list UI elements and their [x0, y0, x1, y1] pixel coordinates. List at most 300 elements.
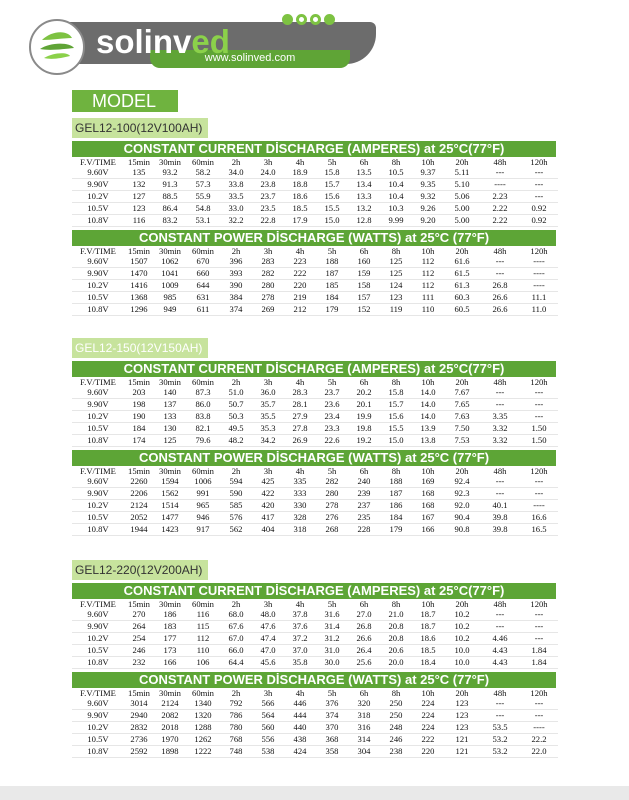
value-cell: 53.5 — [480, 722, 520, 734]
value-cell: 168 — [412, 488, 444, 500]
value-cell: 3.35 — [480, 411, 520, 423]
value-cell: 10.5 — [380, 167, 412, 179]
value-cell: 792 — [220, 698, 252, 710]
column-header: 10h — [421, 466, 435, 476]
value-cell: 670 — [186, 256, 220, 268]
value-cell: 949 — [154, 304, 186, 316]
value-cell: 18.8 — [284, 179, 316, 191]
dot-icon — [324, 14, 335, 25]
value-cell: 316 — [348, 722, 380, 734]
column-header: 3h — [263, 377, 273, 387]
value-cell: 111 — [412, 292, 444, 304]
column-header: 5h — [327, 246, 337, 256]
value-cell: 18.6 — [284, 191, 316, 203]
value-cell: 36.0 — [252, 387, 284, 399]
value-cell: 13.2 — [348, 203, 380, 215]
column-header: 8h — [391, 157, 401, 167]
column-header: 5h — [327, 688, 337, 698]
value-cell: 173 — [154, 645, 186, 657]
value-cell: 239 — [348, 488, 380, 500]
value-cell: 1.84 — [520, 657, 558, 669]
value-cell: 28.1 — [284, 399, 316, 411]
value-cell: 169 — [412, 476, 444, 488]
table-row — [72, 304, 558, 316]
column-header: 2h — [231, 157, 241, 167]
value-cell: 92.3 — [444, 488, 480, 500]
value-cell: 374 — [220, 304, 252, 316]
column-header: 6h — [359, 157, 369, 167]
value-cell: 1470 — [124, 268, 154, 280]
column-header: 15min — [128, 688, 150, 698]
power-discharge-table — [72, 246, 558, 316]
voltage-cell: 10.2V — [72, 633, 124, 645]
value-cell: 228 — [348, 524, 380, 536]
column-header: 60min — [192, 246, 214, 256]
voltage-cell: 10.8V — [72, 746, 124, 758]
value-cell: 158 — [348, 280, 380, 292]
column-header: 48h — [493, 377, 507, 387]
column-header: 10h — [421, 599, 435, 609]
column-header: F.V/TIME — [80, 466, 116, 476]
value-cell: 224 — [412, 698, 444, 710]
value-cell: 26.6 — [348, 633, 380, 645]
column-header: 3h — [263, 246, 273, 256]
current-discharge-table — [72, 377, 558, 447]
value-cell: 19.2 — [348, 435, 380, 447]
value-cell: 82.1 — [186, 423, 220, 435]
voltage-cell: 9.60V — [72, 609, 124, 621]
value-cell: 1594 — [154, 476, 186, 488]
voltage-cell: 10.5V — [72, 292, 124, 304]
value-cell: 47.6 — [252, 621, 284, 633]
value-cell: 188 — [380, 476, 412, 488]
value-cell: 32.2 — [220, 215, 252, 227]
value-cell: 188 — [316, 256, 348, 268]
table-row — [72, 292, 558, 304]
value-cell: ---- — [480, 179, 520, 191]
value-cell: 33.0 — [220, 203, 252, 215]
website-url[interactable]: www.solinved.com — [204, 52, 296, 64]
value-cell: --- — [480, 167, 520, 179]
value-cell: 11.0 — [520, 304, 558, 316]
column-header: 5h — [327, 599, 337, 609]
value-cell: 16.6 — [520, 512, 558, 524]
column-header: 15min — [128, 246, 150, 256]
current-discharge-table — [72, 599, 558, 669]
value-cell: 276 — [316, 512, 348, 524]
column-header: 15min — [128, 466, 150, 476]
value-cell: 116 — [124, 215, 154, 227]
value-cell: 132 — [124, 179, 154, 191]
table-row — [72, 215, 558, 227]
value-cell: 10.0 — [444, 657, 480, 669]
value-cell: 22.8 — [252, 215, 284, 227]
value-cell: 358 — [316, 746, 348, 758]
value-cell: 26.8 — [348, 621, 380, 633]
value-cell: 1368 — [124, 292, 154, 304]
value-cell: --- — [520, 621, 558, 633]
value-cell: 166 — [412, 524, 444, 536]
column-header: 2h — [231, 466, 241, 476]
value-cell: 250 — [380, 698, 412, 710]
value-cell: 31.2 — [316, 633, 348, 645]
value-cell: 220 — [284, 280, 316, 292]
value-cell: 61.3 — [444, 280, 480, 292]
value-cell: 123 — [124, 203, 154, 215]
column-header: 20h — [455, 466, 469, 476]
value-cell: 15.0 — [380, 435, 412, 447]
voltage-cell: 9.90V — [72, 488, 124, 500]
value-cell: 30.0 — [316, 657, 348, 669]
value-cell: 232 — [124, 657, 154, 669]
value-cell: 240 — [348, 476, 380, 488]
value-cell: 246 — [124, 645, 154, 657]
column-header: 4h — [295, 157, 305, 167]
value-cell: 177 — [154, 633, 186, 645]
value-cell: 60.5 — [444, 304, 480, 316]
value-cell: 123 — [444, 698, 480, 710]
value-cell: 13.3 — [348, 191, 380, 203]
column-header: 20h — [455, 377, 469, 387]
column-header: F.V/TIME — [80, 157, 116, 167]
table-row — [72, 722, 558, 734]
value-cell: 35.8 — [284, 657, 316, 669]
value-cell: 53.1 — [186, 215, 220, 227]
column-header: 4h — [295, 246, 305, 256]
value-cell: ---- — [520, 722, 558, 734]
value-cell: 10.3 — [380, 203, 412, 215]
column-header: 120h — [530, 466, 548, 476]
value-cell: 594 — [220, 476, 252, 488]
value-cell: 14.0 — [412, 387, 444, 399]
value-cell: 20.2 — [348, 387, 380, 399]
value-cell: 15.0 — [316, 215, 348, 227]
value-cell: 212 — [284, 304, 316, 316]
value-cell: 283 — [252, 256, 284, 268]
value-cell: 318 — [348, 710, 380, 722]
column-header: 3h — [263, 466, 273, 476]
value-cell: 1970 — [154, 734, 186, 746]
value-cell: 1340 — [186, 698, 220, 710]
voltage-cell: 10.8V — [72, 435, 124, 447]
value-cell: 112 — [412, 280, 444, 292]
column-header: 30min — [159, 377, 181, 387]
column-header: 48h — [493, 157, 507, 167]
value-cell: 1006 — [186, 476, 220, 488]
value-cell: 396 — [220, 256, 252, 268]
value-cell: 137 — [154, 399, 186, 411]
value-cell: 90.8 — [444, 524, 480, 536]
value-cell: 424 — [284, 746, 316, 758]
value-cell: 68.0 — [220, 609, 252, 621]
value-cell: 64.4 — [220, 657, 252, 669]
value-cell: 23.7 — [252, 191, 284, 203]
value-cell: 37.6 — [284, 621, 316, 633]
value-cell: 121 — [444, 746, 480, 758]
table-row — [72, 387, 558, 399]
value-cell: 184 — [380, 512, 412, 524]
value-cell: 0.92 — [520, 215, 558, 227]
header — [0, 0, 629, 82]
value-cell: 15.6 — [380, 411, 412, 423]
value-cell: 33.5 — [220, 191, 252, 203]
value-cell: 1.50 — [520, 423, 558, 435]
value-cell: 1296 — [124, 304, 154, 316]
value-cell: 538 — [252, 746, 284, 758]
power-table-title: CONSTANT POWER DİSCHARGE (WATTS) at 25°C (77°F) — [72, 450, 556, 466]
value-cell: 19.8 — [348, 423, 380, 435]
table-row — [72, 657, 558, 669]
table-header-row — [72, 688, 558, 698]
value-cell: --- — [520, 476, 558, 488]
value-cell: 320 — [348, 698, 380, 710]
table-row — [72, 621, 558, 633]
brand-name: solinved — [96, 23, 230, 60]
column-header: 48h — [493, 599, 507, 609]
value-cell: 157 — [348, 292, 380, 304]
value-cell: 9.32 — [412, 191, 444, 203]
voltage-cell: 9.60V — [72, 167, 124, 179]
column-header: 6h — [359, 688, 369, 698]
value-cell: 1944 — [124, 524, 154, 536]
value-cell: 115 — [186, 621, 220, 633]
value-cell: 127 — [124, 191, 154, 203]
value-cell: 203 — [124, 387, 154, 399]
value-cell: 34.2 — [252, 435, 284, 447]
value-cell: --- — [480, 698, 520, 710]
value-cell: --- — [520, 633, 558, 645]
value-cell: 112 — [412, 268, 444, 280]
value-cell: --- — [480, 488, 520, 500]
value-cell: 130 — [154, 423, 186, 435]
value-cell: 390 — [220, 280, 252, 292]
column-header: 8h — [391, 466, 401, 476]
value-cell: 384 — [220, 292, 252, 304]
value-cell: 18.5 — [284, 203, 316, 215]
table-row — [72, 488, 558, 500]
column-header: 120h — [530, 377, 548, 387]
value-cell: 3014 — [124, 698, 154, 710]
column-header: 5h — [327, 466, 337, 476]
value-cell: 768 — [220, 734, 252, 746]
value-cell: 58.2 — [186, 167, 220, 179]
value-cell: 422 — [252, 488, 284, 500]
column-header: 6h — [359, 246, 369, 256]
value-cell: ---- — [520, 268, 558, 280]
value-cell: 15.7 — [316, 179, 348, 191]
power-table-title: CONSTANT POWER DİSCHARGE (WATTS) at 25°C (77°F) — [72, 672, 556, 688]
value-cell: 280 — [316, 488, 348, 500]
table-row — [72, 645, 558, 657]
table-header-row — [72, 466, 558, 476]
value-cell: 135 — [124, 167, 154, 179]
value-cell: 61.6 — [444, 256, 480, 268]
value-cell: 246 — [380, 734, 412, 746]
value-cell: 18.6 — [412, 633, 444, 645]
value-cell: 222 — [284, 268, 316, 280]
column-header: 6h — [359, 377, 369, 387]
value-cell: 35.3 — [252, 423, 284, 435]
column-header: 2h — [231, 246, 241, 256]
column-header: 48h — [493, 466, 507, 476]
value-cell: 92.4 — [444, 476, 480, 488]
table-row — [72, 698, 558, 710]
column-header: 30min — [159, 599, 181, 609]
value-cell: 282 — [316, 476, 348, 488]
value-cell: 611 — [186, 304, 220, 316]
value-cell: 10.4 — [380, 179, 412, 191]
value-cell: 576 — [220, 512, 252, 524]
value-cell: 21.0 — [380, 609, 412, 621]
value-cell: 92.0 — [444, 500, 480, 512]
column-header: 20h — [455, 688, 469, 698]
value-cell: 2082 — [154, 710, 186, 722]
table-row — [72, 512, 558, 524]
value-cell: 1562 — [154, 488, 186, 500]
footer-bar — [0, 786, 629, 800]
value-cell: --- — [480, 399, 520, 411]
column-header: 20h — [455, 246, 469, 256]
value-cell: 31.4 — [316, 621, 348, 633]
column-header: 15min — [128, 157, 150, 167]
column-header: 15min — [128, 599, 150, 609]
value-cell: 280 — [252, 280, 284, 292]
model-name: GEL12-150(12V150AH) — [72, 338, 208, 358]
value-cell: 237 — [348, 500, 380, 512]
column-header: F.V/TIME — [80, 377, 116, 387]
power-table-title: CONSTANT POWER DİSCHARGE (WATTS) at 25°C (77°F) — [72, 230, 556, 246]
value-cell: 121 — [444, 734, 480, 746]
value-cell: 631 — [186, 292, 220, 304]
value-cell: 1062 — [154, 256, 186, 268]
value-cell: 24.0 — [252, 167, 284, 179]
value-cell: 18.7 — [412, 609, 444, 621]
value-cell: 39.8 — [480, 512, 520, 524]
value-cell: 585 — [220, 500, 252, 512]
value-cell: 17.9 — [284, 215, 316, 227]
value-cell: 7.50 — [444, 423, 480, 435]
value-cell: 14.0 — [412, 399, 444, 411]
value-cell: 88.5 — [154, 191, 186, 203]
voltage-cell: 10.2V — [72, 280, 124, 292]
value-cell: 35.7 — [252, 399, 284, 411]
value-cell: 110 — [412, 304, 444, 316]
value-cell: 1288 — [186, 722, 220, 734]
value-cell: 23.8 — [252, 179, 284, 191]
value-cell: 23.5 — [252, 203, 284, 215]
value-cell: 13.4 — [348, 179, 380, 191]
power-discharge-table — [72, 688, 558, 758]
value-cell: 187 — [380, 488, 412, 500]
voltage-cell: 9.90V — [72, 710, 124, 722]
value-cell: 26.6 — [480, 292, 520, 304]
value-cell: 83.2 — [154, 215, 186, 227]
power-discharge-table — [72, 466, 558, 536]
voltage-cell: 10.2V — [72, 191, 124, 203]
value-cell: 1320 — [186, 710, 220, 722]
value-cell: 660 — [186, 268, 220, 280]
value-cell: 5.10 — [444, 179, 480, 191]
voltage-cell: 10.8V — [72, 304, 124, 316]
column-header: 20h — [455, 599, 469, 609]
voltage-cell: 10.5V — [72, 423, 124, 435]
value-cell: 7.65 — [444, 399, 480, 411]
value-cell: 404 — [252, 524, 284, 536]
model-section-100ah — [72, 118, 556, 316]
value-cell: 27.0 — [348, 609, 380, 621]
value-cell: 83.8 — [186, 411, 220, 423]
value-cell: 965 — [186, 500, 220, 512]
value-cell: 23.7 — [316, 387, 348, 399]
value-cell: --- — [520, 399, 558, 411]
value-cell: 67.6 — [220, 621, 252, 633]
column-header: 5h — [327, 377, 337, 387]
value-cell: 370 — [316, 722, 348, 734]
column-header: F.V/TIME — [80, 599, 116, 609]
value-cell: 18.4 — [412, 657, 444, 669]
value-cell: 168 — [412, 500, 444, 512]
column-header: 10h — [421, 157, 435, 167]
value-cell: --- — [520, 710, 558, 722]
value-cell: 444 — [284, 710, 316, 722]
value-cell: 48.2 — [220, 435, 252, 447]
leaf-logo-icon — [28, 18, 86, 76]
value-cell: 19.9 — [348, 411, 380, 423]
value-cell: 20.8 — [380, 633, 412, 645]
value-cell: 12.8 — [348, 215, 380, 227]
value-cell: 186 — [380, 500, 412, 512]
value-cell: 152 — [348, 304, 380, 316]
value-cell: 333 — [284, 488, 316, 500]
value-cell: 5.00 — [444, 203, 480, 215]
column-header: 60min — [192, 688, 214, 698]
column-header: 120h — [530, 599, 548, 609]
value-cell: 590 — [220, 488, 252, 500]
value-cell: 51.0 — [220, 387, 252, 399]
value-cell: 224 — [412, 722, 444, 734]
table-header-row — [72, 599, 558, 609]
value-cell: 34.0 — [220, 167, 252, 179]
value-cell: 20.6 — [380, 645, 412, 657]
value-cell: 159 — [348, 268, 380, 280]
value-cell: 50.3 — [220, 411, 252, 423]
column-header: 8h — [391, 246, 401, 256]
table-row — [72, 191, 558, 203]
value-cell: 1416 — [124, 280, 154, 292]
value-cell: 1507 — [124, 256, 154, 268]
value-cell: 985 — [154, 292, 186, 304]
model-section-150ah — [72, 338, 556, 536]
value-cell: 440 — [284, 722, 316, 734]
value-cell: 9.37 — [412, 167, 444, 179]
value-cell: 1423 — [154, 524, 186, 536]
column-header: 20h — [455, 157, 469, 167]
value-cell: --- — [480, 268, 520, 280]
value-cell: 219 — [284, 292, 316, 304]
value-cell: 179 — [316, 304, 348, 316]
value-cell: 22.2 — [520, 734, 558, 746]
value-cell: 425 — [252, 476, 284, 488]
value-cell: 1514 — [154, 500, 186, 512]
value-cell: 3.32 — [480, 435, 520, 447]
current-table-title: CONSTANT CURRENT DİSCHARGE (AMPERES) at 25°C(77°F) — [72, 361, 556, 377]
value-cell: 53.2 — [480, 734, 520, 746]
value-cell: 560 — [252, 722, 284, 734]
table-row — [72, 399, 558, 411]
model-section-200ah — [72, 560, 556, 758]
value-cell: 268 — [316, 524, 348, 536]
value-cell: 7.67 — [444, 387, 480, 399]
